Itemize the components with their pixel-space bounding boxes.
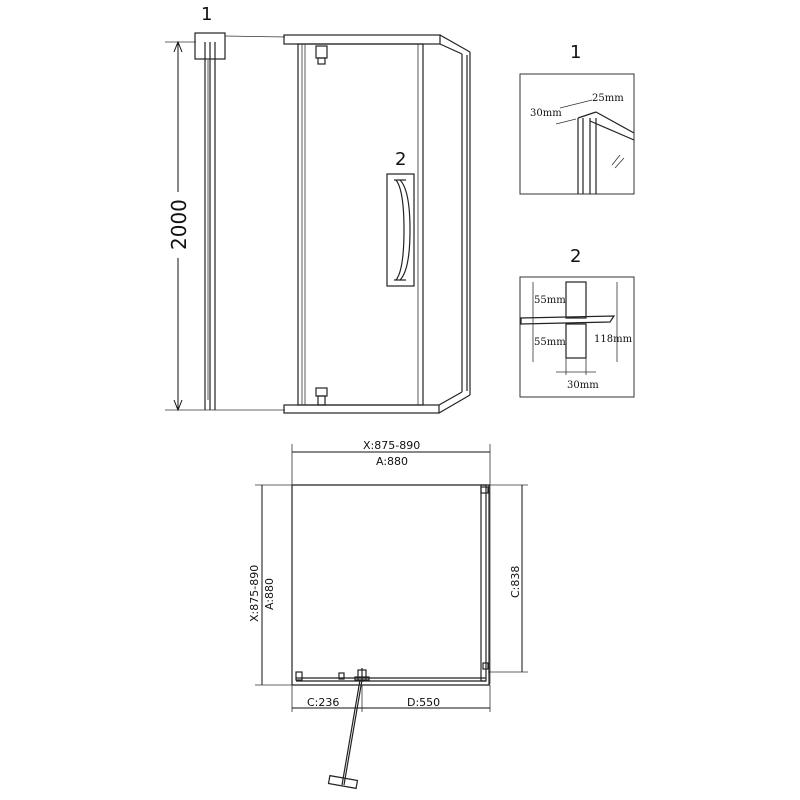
bottom-profile [284, 392, 470, 413]
plan-left-nominal: A:880 [263, 577, 276, 610]
right-side-panel [462, 52, 470, 395]
plan-door-hinge [339, 668, 369, 682]
detail-2-number: 2 [570, 246, 582, 267]
plan-top-dimension [292, 439, 490, 684]
door-handle [387, 174, 414, 286]
detail-1 [520, 42, 634, 194]
detail-1-number: 1 [570, 42, 582, 63]
detail-1-dim-top: 25mm [592, 93, 624, 104]
plan-view [248, 439, 528, 788]
elevation-view [165, 4, 470, 413]
plan-right-dimension [488, 485, 528, 672]
plan-top-range: X:875-890 [363, 439, 421, 452]
plan-bottom-left-dim: C:236 [307, 696, 340, 709]
fixed-side-panel [205, 42, 215, 410]
callout-1-number: 1 [201, 4, 213, 25]
detail-2-dim-width: 30mm [567, 380, 599, 391]
plan-bottom-right-dim: D:550 [407, 696, 441, 709]
plan-right-dim: C:838 [509, 565, 522, 598]
detail-1-dim-left: 30mm [530, 108, 562, 119]
bottom-hinge [316, 388, 327, 405]
height-dimension [165, 42, 285, 410]
plan-top-nominal: A:880 [376, 455, 409, 468]
detail-2-dim-total: 118mm [594, 334, 633, 345]
callout-2-number: 2 [395, 149, 407, 170]
height-label: 2000 [167, 199, 191, 250]
plan-left-range: X:875-890 [248, 564, 261, 622]
callout-1-marker [195, 4, 285, 59]
plan-outline [292, 485, 490, 685]
detail-2 [520, 246, 634, 397]
detail-2-dim-lower: 55mm [534, 337, 566, 348]
detail-1-frame [520, 74, 634, 194]
top-hinge [316, 46, 327, 64]
plan-left-dimension [248, 485, 292, 685]
plan-bottom-dimension [292, 685, 490, 712]
detail-2-dim-upper: 55mm [534, 295, 566, 306]
